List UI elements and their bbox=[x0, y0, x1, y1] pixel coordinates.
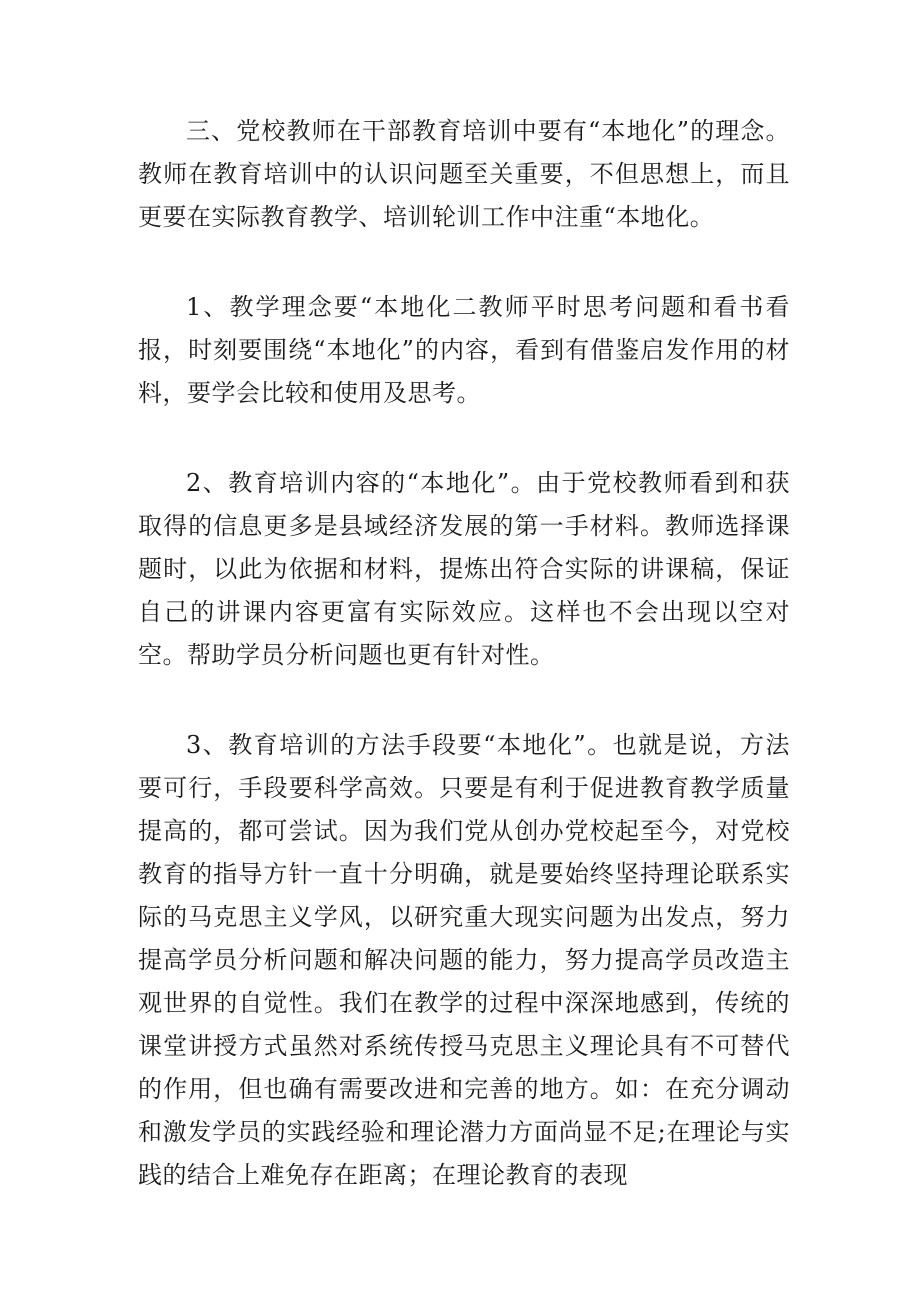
paragraph-item-3: 3、教育培训的方法手段要“本地化”。也就是说，方法要可行，手段要科学高效。只要是有利于促进教育教学质量提高的，都可尝试。因为我们党从创办党校起至今，对党校教育的指导方针一直十分明确，就是要始终坚持理论联系实际的马克思主义学风，以研究重大现实问题为出发点，努力提高学员分析问题和解决问题的能力，努力提高学员改造主观世界的自觉性。我们在教学的过程中深深地感到，传统的课堂讲授方式虽然对系统传授马克思主义理论具有不可替代的作用，但也确有需要改进和完善的地方。如：在充分调动和激发学员的实践经验和理论潜力方面尚显不足;在理论与实践的结合上难免存在距离；在理论教育的表现 bbox=[138, 731, 790, 1189]
paragraph-item-1: 1、教学理念要“本地化二教师平时思考问题和看书看报，时刻要围绕“本地化”的内容，看到有借鉴启发作用的材料，要学会比较和使用及思考。 bbox=[138, 293, 790, 407]
document-body bbox=[138, 110, 790, 1197]
paragraph-item-2: 2、教育培训内容的“本地化”。由于党校教师看到和获取得的信息更多是县域经济发展的第一手材料。教师选择课题时，以此为依据和材料，提炼出符合实际的讲课稿，保证自己的讲课内容更富有实际效应。这样也不会出现以空对空。帮助学员分析问题也更有针对性。 bbox=[138, 469, 790, 669]
paragraph-section-three: 三、党校教师在干部教育培训中要有“本地化”的理念。教师在教育培训中的认识问题至关重要，不但思想上，而且更要在实际教育教学、培训轮训工作中注重“本地化。 bbox=[138, 117, 790, 231]
